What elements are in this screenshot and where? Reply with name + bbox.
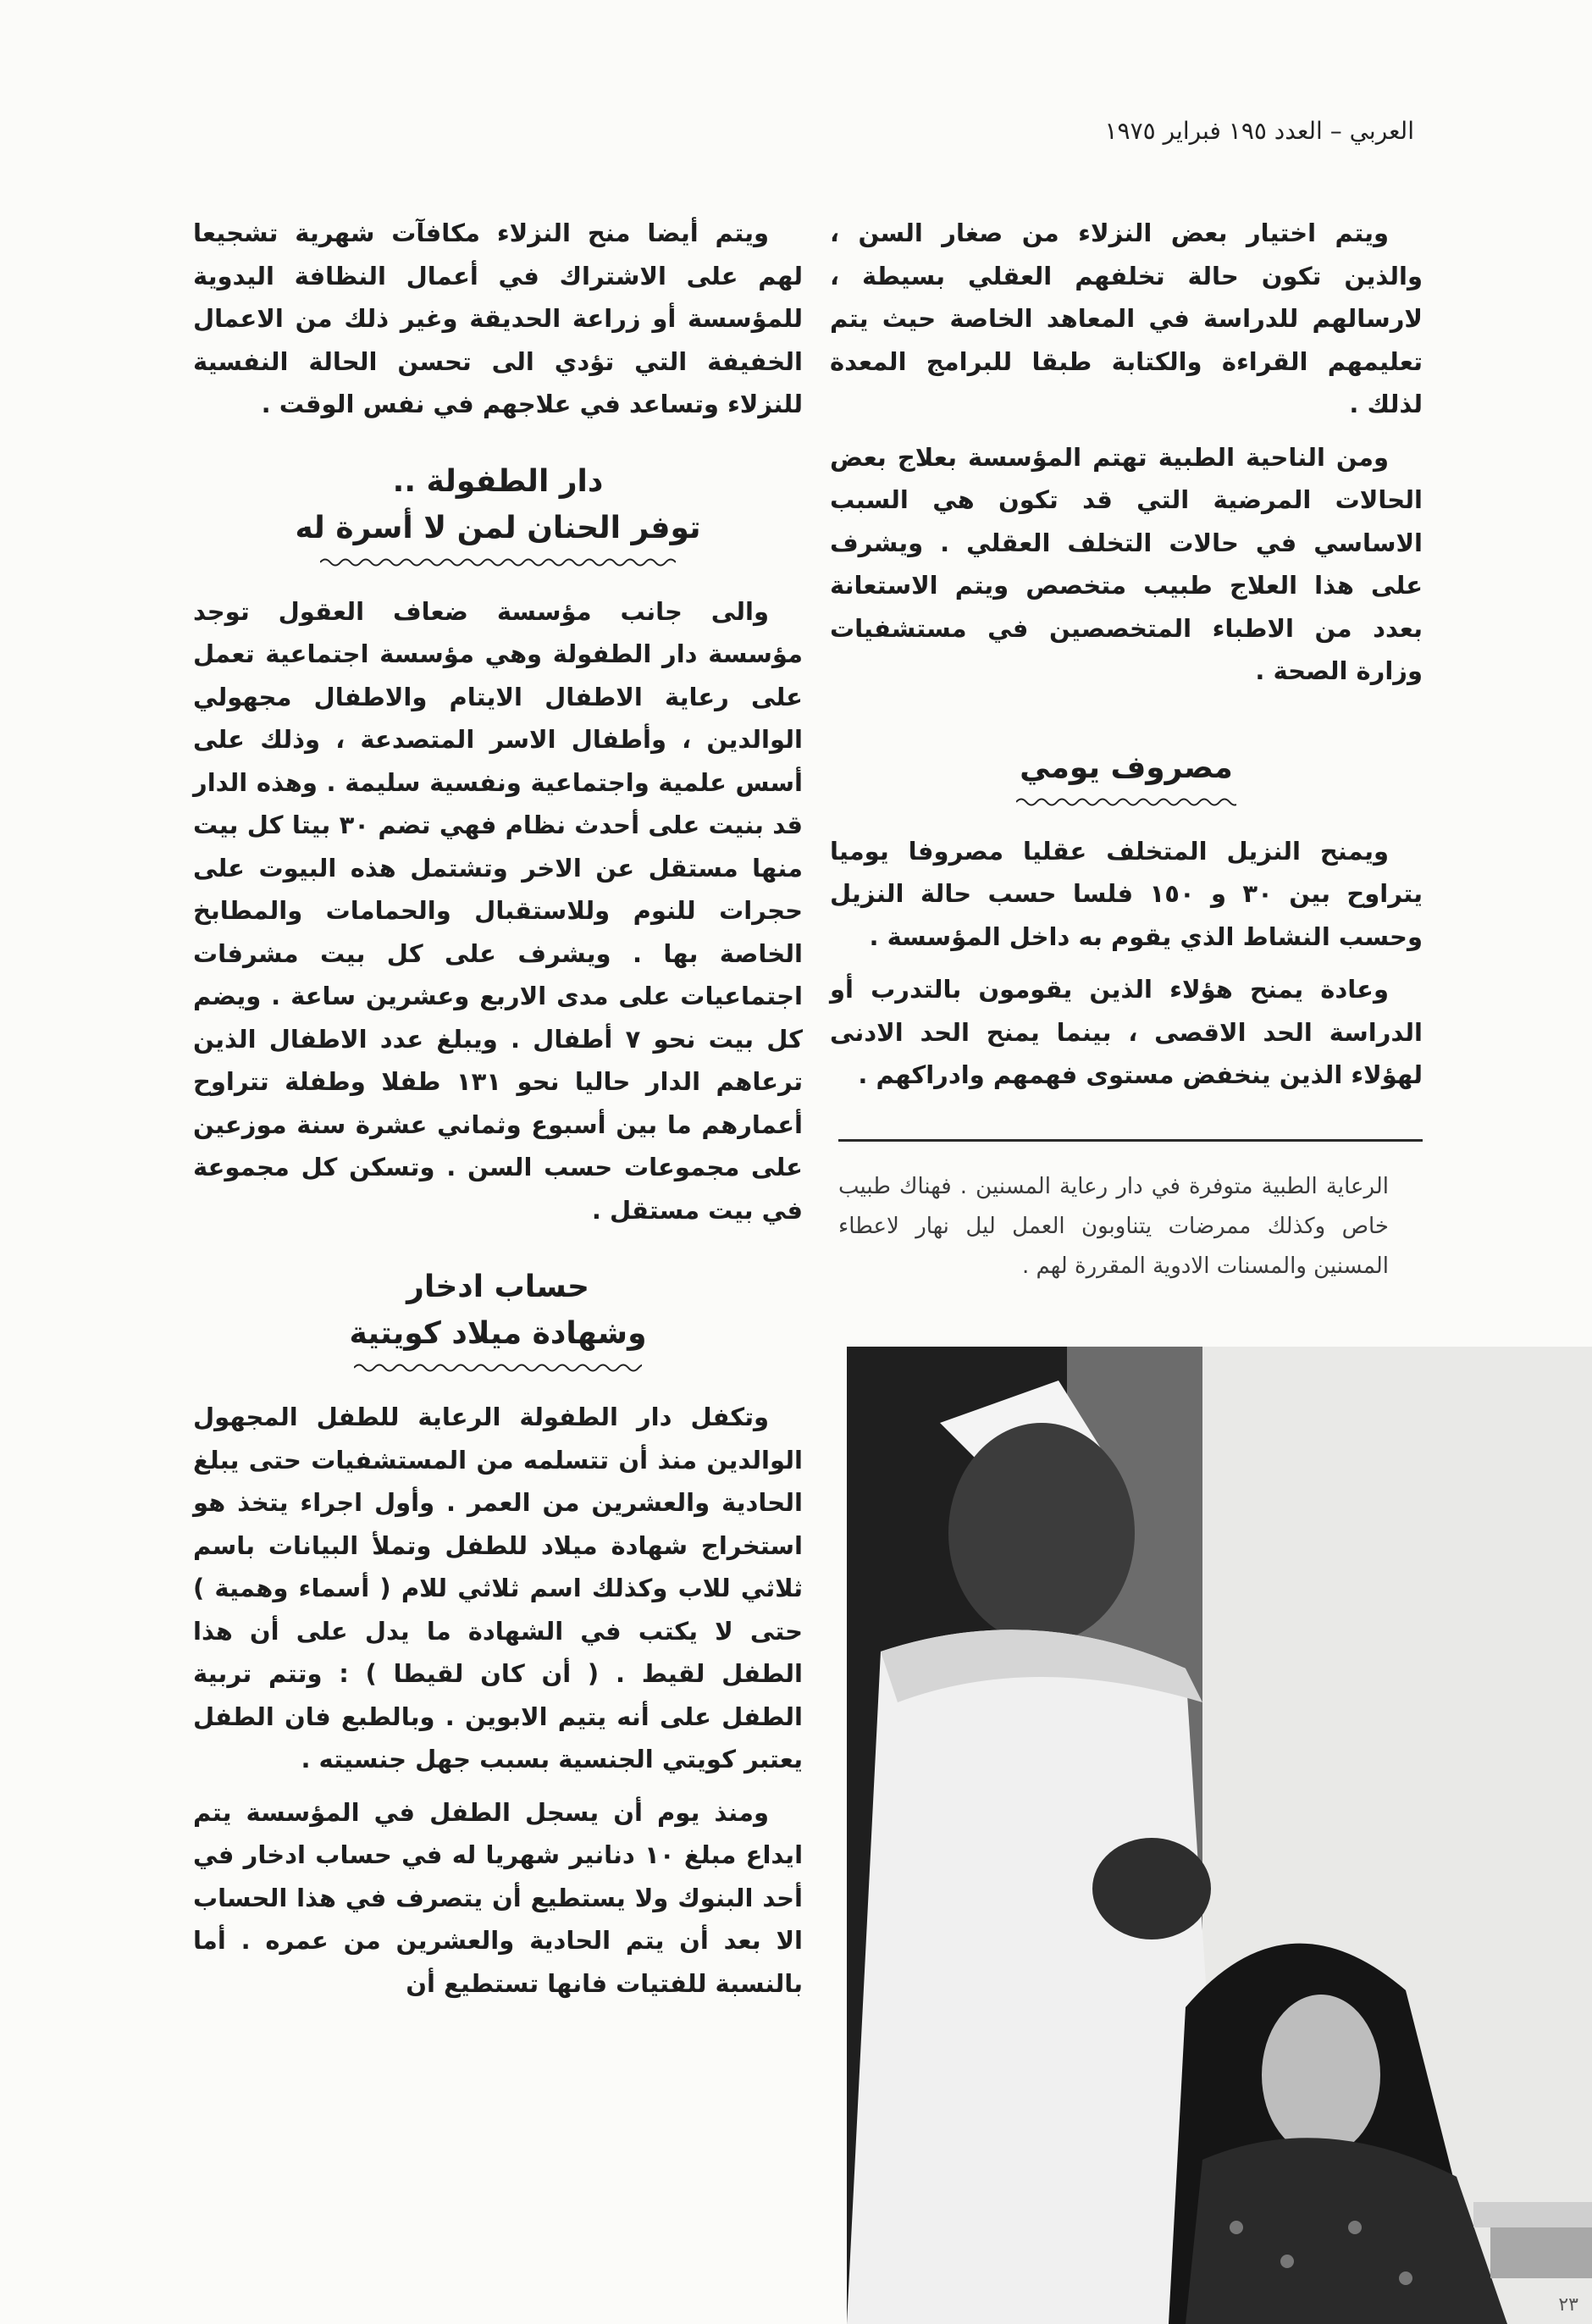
- section-subheading: وشهادة ميلاد كويتية: [349, 1316, 647, 1351]
- paragraph: والى جانب مؤسسة ضعاف العقول توجد مؤسسة دار الطفولة وهي مؤسسة اجتماعية تعمل على رعاية الاطفال الايتام والاطفال مجهولي الوالدين ، وأطفال الاسر المتصدعة ، وذلك على أسس علمية واجتماعية ونفسية سليمة . وهذه الدار قد بنيت على أحدث نظام فهي تضم ٣٠ بيتا كل بيت منها مستقل عن الاخر وتشتمل هذه البيوت على حجرات للنوم وللاستقبال والحمامات والمطابخ الخاصة بها . ويشرف على كل بيت مشرفات اجتماعيات على مدى الاربع وعشرين ساعة . ويضم كل بيت نحو ٧ أطفال . ويبلغ عدد الاطفال الذين ترعاهم الدار حاليا نحو ١٣١ طفلا وطفلة تتراوح أعمارهم ما بين أسبوع وثماني عشرة سنة موزعين على مجموعات حسب السن . وتسكن كل مجموعة في بيت مستقل .: [193, 596, 803, 1225]
- paragraph: ويمنح النزيل المتخلف عقليا مصروفا يوميا يتراوح بين ٣٠ و ١٥٠ فلسا حسب حالة النزيل وحسب النشاط الذي يقوم به داخل المؤسسة .: [830, 836, 1423, 951]
- left-column: [193, 212, 803, 2015]
- paragraph: ومنذ يوم أن يسجل الطفل في المؤسسة يتم ايداع مبلغ ١٠ دنانير شهريا له في حساب ادخار في أحد البنوك ولا يستطيع أن يتصرف في هذا الحساب الا بعد أن يتم الحادية والعشرين من عمره . أما بالنسبة للفتيات فانها تستطيع أن: [193, 1797, 804, 1998]
- running-head: العربي – العدد ١٩٥ فبراير ١٩٧٥: [1104, 117, 1414, 145]
- paragraph: ومن الناحية الطبية تهتم المؤسسة بعلاج بعض الحالات المرضية التي قد تكون هي السبب الاساسي في حالات التخلف العقلي . ويشرف على هذا العلاج طبيب متخصص ويتم الاستعانة بعدد من الاطباء المتخصصين في مستشفيات وزارة الصحة .: [830, 442, 1423, 685]
- paragraph: ويتم اختيار بعض النزلاء من صغار السن ، والذين تكون حالة تخلفهم العقلي بسيطة ، لارسالهم للدراسة في المعاهد الخاصة حيث يتم تعليمهم القراءة والكتابة طبقا للبرامج المعدة لذلك .: [830, 219, 1423, 418]
- paragraph: وتكفل دار الطفولة الرعاية للطفل المجهول الوالدين منذ أن تتسلمه من المستشفيات حتى يبلغ الحادية والعشرين من العمر . وأول اجراء يتخذ هو استخراج شهادة ميلاد للطفل وتملأ البيانات باسم ثلاثي للاب وكذلك اسم ثلاثي للام ( أسماء وهمية ) حتى لا يكتب في الشهادة ما يدل على أن هذا الطفل لقيط . ( أن كان لقيطا ) : وتتم تربية الطفل على أنه يتيم الابوين . وبالطبع فان الطفل يعتبر كويتي الجنسية بسبب جهل جنسيته .: [193, 1403, 803, 1773]
- right-column: [830, 212, 1423, 1107]
- wavy-underline-icon: [320, 556, 676, 568]
- wavy-underline-icon: [1016, 796, 1236, 808]
- paragraph: وعادة يمنح هؤلاء الذين يقومون بالتدرب أو الدراسة الحد الاقصى ، بينما يمنح الحد الادنى لهؤلاء الذين ينخفض مستوى فهمهم وادراكهم .: [830, 975, 1423, 1089]
- caption-divider: [838, 1139, 1423, 1142]
- section-heading: دار الطفولة ..: [392, 463, 604, 499]
- nurse-photo: [847, 1347, 1592, 2324]
- section-subheading: توفر الحنان لمن لا أسرة له: [295, 510, 701, 545]
- page-number: ٢٣: [1558, 2294, 1578, 2316]
- wavy-underline-icon: [354, 1362, 642, 1374]
- section-heading: مصروف يومي: [1020, 750, 1233, 785]
- photo-caption: الرعاية الطبية متوفرة في دار رعاية المسنين . فهناك طبيب خاص وكذلك ممرضات يتناوبون العمل ليل نهار لاعطاء المسنين والمسنات الادوية المقررة لهم .: [838, 1174, 1389, 1279]
- section-heading: حساب ادخار: [406, 1270, 589, 1304]
- nurse-and-elderly-woman-icon: [847, 1347, 1592, 2324]
- paragraph: ويتم أيضا منح النزلاء مكافآت شهرية تشجيعا لهم على الاشتراك في أعمال النظافة اليدوية للمؤسسة أو زراعة الحديقة وغير ذلك من الاعمال الخفيفة التي تؤدي الى تحسن الحالة النفسية للنزلاء وتساعد في علاجهم في نفس الوقت .: [193, 219, 803, 418]
